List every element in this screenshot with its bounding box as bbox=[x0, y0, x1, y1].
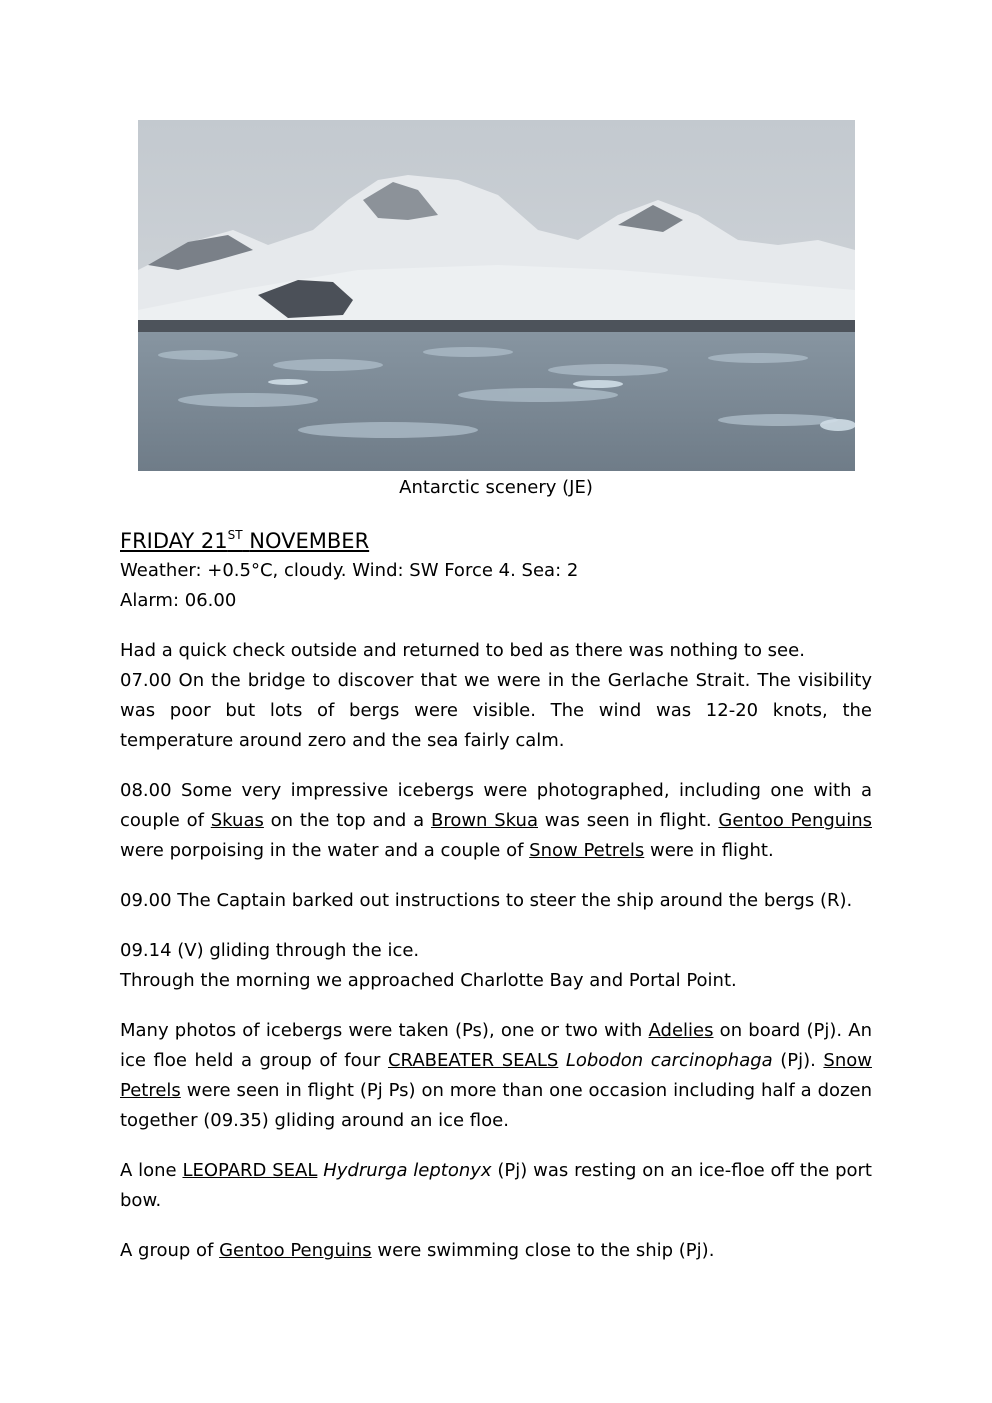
scientific-name: Lobodon carcinophaga bbox=[565, 1050, 773, 1071]
text: Many photos of icebergs were taken (Ps), one or two with bbox=[120, 1020, 649, 1041]
weather-line: Weather: +0.5°C, cloudy. Wind: SW Force 4. Sea: 2 bbox=[120, 560, 579, 581]
photo-caption: Antarctic scenery (JE) bbox=[399, 477, 593, 498]
text: A lone bbox=[120, 1160, 183, 1181]
species-name: Snow Petrels bbox=[120, 1050, 872, 1101]
text: was seen in flight. bbox=[538, 810, 719, 831]
paragraph-4 bbox=[120, 936, 872, 996]
text: were swimming close to the ship (Pj). bbox=[371, 1240, 715, 1261]
antarctic-scenery-photo bbox=[138, 120, 855, 471]
heading-month: NOVEMBER bbox=[249, 529, 370, 553]
text bbox=[558, 1050, 566, 1071]
paragraph-1 bbox=[120, 636, 872, 756]
paragraph-4-line-a: 09.14 (V) gliding through the ice. bbox=[120, 940, 420, 961]
text: on the top and a bbox=[263, 810, 431, 831]
text: 08.00 Some very impressive icebergs were photographed, including one with a couple of bbox=[120, 780, 872, 831]
species-name: Adelies bbox=[648, 1020, 714, 1041]
species-name: LEOPARD SEAL bbox=[182, 1160, 318, 1181]
species-name: Snow Petrels bbox=[529, 840, 645, 861]
text: were porpoising in the water and a couple of bbox=[120, 840, 530, 861]
species-name: Gentoo Penguins bbox=[718, 810, 872, 831]
paragraph-2 bbox=[120, 776, 872, 866]
diary-entry bbox=[120, 526, 872, 1266]
paragraph-1-line-b: 07.00 On the bridge to discover that we were in the Gerlache Strait. The visibility was poor but lots of bergs were visible. The wind was 12-20 knots, the temperature around zero and the sea fairly calm. bbox=[120, 670, 872, 751]
text: A group of bbox=[120, 1240, 220, 1261]
species-name: Gentoo Penguins bbox=[219, 1240, 372, 1261]
paragraph-6 bbox=[120, 1156, 872, 1216]
text: (Pj) was resting on an ice-floe off the port bow. bbox=[120, 1160, 872, 1211]
paragraph-1-line-a: Had a quick check outside and returned to bed as there was nothing to see. bbox=[120, 640, 805, 661]
text: were seen in flight (Pj Ps) on more than one occasion including half a dozen together (09.35) gliding around an ice floe. bbox=[120, 1080, 872, 1131]
heading-day: FRIDAY 21 bbox=[120, 529, 228, 553]
text: (Pj). bbox=[772, 1050, 824, 1071]
species-name: Skuas bbox=[210, 810, 264, 831]
paragraph-7 bbox=[120, 1236, 872, 1266]
paragraph-4-line-b: Through the morning we approached Charlotte Bay and Portal Point. bbox=[120, 970, 737, 991]
species-name: Brown Skua bbox=[430, 810, 538, 831]
paragraph-3: 09.00 The Captain barked out instructions to steer the ship around the bergs (R). bbox=[120, 890, 853, 911]
heading-ordinal: ST bbox=[227, 528, 243, 542]
alarm-line: Alarm: 06.00 bbox=[120, 590, 237, 611]
text: on board (Pj). An ice floe held a group of four bbox=[120, 1020, 872, 1071]
text: were in flight. bbox=[644, 840, 774, 861]
scientific-name: Hydrurga leptonyx bbox=[323, 1160, 492, 1181]
landscape-image bbox=[138, 120, 855, 471]
entry-date-heading bbox=[120, 526, 872, 556]
paragraph-5 bbox=[120, 1016, 872, 1136]
species-name: CRABEATER SEALS bbox=[387, 1050, 559, 1071]
